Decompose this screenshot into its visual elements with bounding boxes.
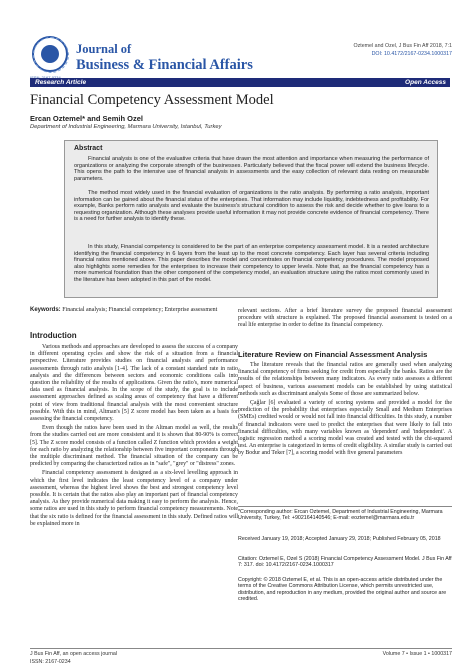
- footer-journal: J Bus Fin Aff, an open access journal: [30, 651, 118, 657]
- literature-review-heading: Literature Review on Financial Assessment Analysis: [238, 350, 428, 359]
- article-title: Financial Competency Assessment Model: [30, 92, 274, 108]
- copyright-note: Copyright: © 2018 Oztemel E, et al. This is an open-access article distributed under the terms of the Creative Commons Attribution License, which permits unrestricted use, distribution, and reproduction in any medium, provided the original author and source are credited.: [238, 577, 447, 602]
- left-column: [30, 344, 238, 528]
- keywords: [30, 307, 238, 314]
- keywords-label: Keywords:: [30, 307, 61, 313]
- abstract-heading: Abstract: [74, 145, 103, 152]
- article-authors: Ercan Oztemel* and Semih Ozel: [30, 114, 143, 123]
- article-type-label: Research Article: [35, 79, 87, 86]
- received-dates: Received January 19, 2018; Accepted January 29, 2018; Published February 05, 2018: [238, 536, 441, 542]
- abstract-paragraph-2: The method most widely used in the financial evaluation of organizations is the ratio analysis. By performing a ratio analysis, important information can be gained about the financial status of the enterprises. That information may include liquidity, indebtedness and profitability. For example, Banks perform ratio analysis and evaluate the business's structural condition to assess the risk and decide whether to give loans to a requesting organization. Although these analyses provide useful information it may not provide concrete evidence of financial competency. There is a need for further analysis to identify these.: [74, 190, 429, 223]
- footer-volume: Volume 7 • Issue 1 • 1000317: [382, 651, 452, 657]
- footer-issn: ISSN: 2167-0234: [30, 659, 71, 665]
- intro-paragraph-3: Financial competency assessment is designed as a six-level levelling approach in which the first level indicates the least competency level of a company under assessment, whereas the highest level shows the best and strongest competency level possible. It is certain that the ratios also play an important part of financial competency analysis. As they provide numerical data making it easy to perform the analysis. Hence, some ratios are used in this study to perform financial competency measurements. Note that the six ratio is defined for the financial assessment in this study. Defined ratios will be explained more in: [30, 470, 238, 527]
- doi-link[interactable]: DOI: 10.4172/2167-0234.1000317: [371, 51, 452, 57]
- footer-divider: [30, 648, 452, 649]
- literature-paragraph-2: Çağlar [6] evaluated a variety of scoring systems and provided a model for the prediction of the probability that enterprises especially Small and Medium Enterprises (SMEs) credited would or would not fall into financial difficulties. In this study, a number of financial indicators were used to predict the enterprises that were likely to fall into financial difficulties, with many variables known as 'dependent' and 'independent'. A logistic regression method a scoring model was created and tested with the chi-squared test. An enterprise is categorized in terms of credit eligibility. A similar study is carried out by Bodur and Teker [7], a scoring model with five general parameters: [238, 400, 452, 457]
- author-affiliation: Department of Industrial Engineering, Marmara University, Istanbul, Turkey: [30, 124, 222, 130]
- corresponding-author: *Corresponding author: Ercan Oztemel, Department of Industrial Engineering, Marmara University, Turkey, Tel: +902164140546; E-mail: eoztemel@marmara.edu.tr: [238, 509, 443, 522]
- right-paragraph-0: relevant sections. After a brief literature survey the proposed financial assessment procedure with structure is explained. The proposed financial assessment is tested on a real life enterprise in order to define its financial competency.: [238, 308, 452, 329]
- journal-title: Business & Financial Affairs: [76, 57, 253, 73]
- literature-paragraph-1: The literature reveals that the financial ratios are generally used when analyzing financial competency of firms seeking for credit from especially the banks. Ratios are the results of the relationships between many indicators. As every ratio assesses a different aspect of business, various assessment models can be established by using statistical methods such as discriminant analysis Some of those are summarized below.: [238, 362, 452, 397]
- correspondence-divider: [238, 506, 452, 507]
- right-column: [238, 362, 452, 458]
- journal-logo: [32, 36, 68, 72]
- right-column-top: [238, 308, 452, 330]
- intro-paragraph-2: Even though the ratios have been used in the Altman model as well, the results from the studies carried out are more consistent and it is shown that 80-90% is correct [5]. The Z score model consists of a function called Z function which provides a weight for each ratio by analyzing the relationship between five important components through the multiple discriminant method. The financial situation of the company can be predicted by comparing the characterized ratios as in "safe", "grey" or "distress" zones.: [30, 425, 238, 468]
- citation-note: Citation: Oztemel E, Ozel S (2018) Financial Competency Assessment Model. J Bus Fin Aff 7: 317. doi: 10.4172/2167-0234.1000317: [238, 556, 452, 569]
- open-access-label: Open Access: [405, 79, 446, 86]
- introduction-heading: Introduction: [30, 331, 77, 340]
- abstract-paragraph-3: In this study, Financial competency is considered to be the part of an enterprise competency assessment model. It is a nested architecture identifying the financial competency in 6 layers from the least up to the most concrete competency. Each layer has several criteria including financial ratios mentioned above. This paper describes the model and concentrates on financial competency procedures. The model proposed also highlights some remedies for the enterprises to increase their competency to upper levels. Note that, as the financial competency has a more numerical foundation than the other component of the competency model, an evaluation structure using the ratios most commonly used in the literature has been adopted in this part of the model.: [74, 244, 429, 283]
- citation-line: Oztemel and Ozel, J Bus Fin Aff 2018, 7:1: [353, 43, 452, 49]
- intro-paragraph-1: Various methods and approaches are developed to assess the success of a company in different operating cycles and show the risk of a situation from a financial perspective. Literature provides studies on financial analysis and performance assessments through ratio analysis [1-4]. The lack of a constant standard rate in ratio analysis and the differences between sectors and economic conditions calls into question the reliability of the results of applications. Given the ratio's, more numerical data used as financial analysis. In the scope of the study, the goal is to include assessment approaches defined as scaling areas of competency that have a different point of view from traditional financial analysis with the most convenient structure possible. With this in mind, Altman's [5] Z score model has been taken as a basis for assessing the financial competency.: [30, 344, 238, 423]
- keywords-text: Financial analysis; Financial competency; Enterprise assessment: [62, 307, 218, 313]
- abstract-paragraph-1: Financial analysis is one of the evaluative criteria that have drawn the most attention and importance when measuring the performance of organizations or analyzing the corporate strength of the businesses. Particularly believed that the fiscal power will extend the business lifecycle. This opens the path to the intensive use of financial analysis in assessments and the easy collection of relevant data resting on measurable parameters.: [74, 156, 429, 182]
- journal-title-prefix: Journal of: [76, 42, 132, 56]
